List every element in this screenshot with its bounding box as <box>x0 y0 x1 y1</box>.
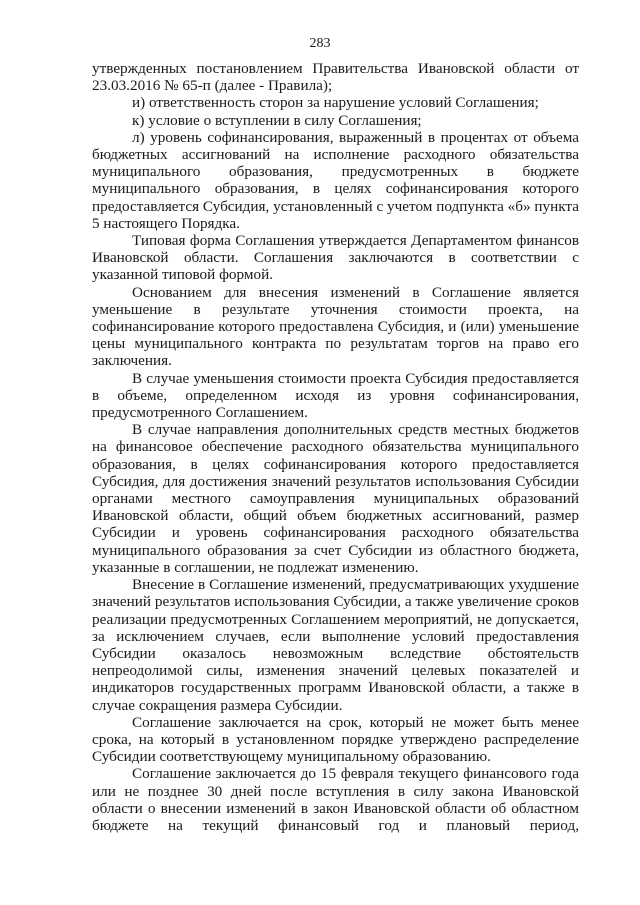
paragraph-item-i: и) ответственность сторон за нарушение условий Соглашения; <box>132 94 539 112</box>
paragraph-typical-form: Типовая форма Соглашения утверждается Департаментом финансов Ивановской области. Соглашения заключаются в соответствии с указанной типовой формой. <box>92 232 579 284</box>
document-body <box>92 60 579 834</box>
paragraph-additional-funds: В случае направления дополнительных средств местных бюджетов на финансовое обеспечение расходного обязательства муниципального образования, в целях софинансирования которого предоставляется Субсидия, для достижения значений результатов использования Субсидии органами местного самоуправления муниципальных образований Ивановской области, общий объем бюджетных ассигнований, размер Субсидии и уровень софинансирования расходного обязательства муниципального образования за счет Субсидии из областного бюджета, указанные в соглашении, не подлежат изменению. <box>92 421 579 576</box>
paragraph-amendments: Внесение в Соглашение изменений, предусматривающих ухудшение значений результатов использования Субсидии, а также увеличение сроков реализации предусмотренных Соглашением мероприятий, не допускается, за исключением случаев, если выполнение условий предоставления Субсидии оказалось невозможным вследствие обстоятельств непреодолимой силы, изменения значений целевых показателей и индикаторов государственных программ Ивановской области, а также в случае сокращения размера Субсидии. <box>92 576 579 714</box>
paragraph-agreement-term: Соглашение заключается на срок, который не может быть менее срока, на который в установленном порядке утверждено распределение Субсидии соответствующему муниципальному образованию. <box>92 713 579 766</box>
paragraph-agreement-deadline: Соглашение заключается до 15 февраля текущего финансового года или не позднее 30 дней после вступления в силу закона Ивановской области о внесении изменений в закон Ивановской области об областном бюджете на текущий финансовый год и плановый период, <box>92 765 579 834</box>
paragraph-continuation: утвержденных постановлением Правительства Ивановской области от 23.03.2016 № 65-п (далее - Правила); <box>92 60 579 95</box>
paragraph-item-k: к) условие о вступлении в силу Соглашения; <box>132 111 422 129</box>
paragraph-item-l: л) уровень софинансирования, выраженный в процентах от объема бюджетных ассигнований на исполнение расходного обязательства муниципального образования, предусмотренных в бюджете муниципального образования, в целях софинансирования которого предоставляется Субсидия, установленный с учетом подпункта «б» пункта 5 настоящего Порядка. <box>92 128 579 232</box>
page-number: 283 <box>309 36 331 51</box>
paragraph-cost-reduction: В случае уменьшения стоимости проекта Субсидия предоставляется в объеме, определенном исходя из уровня софинансирования, предусмотренного Соглашением. <box>92 369 579 422</box>
paragraph-grounds-for-changes: Основанием для внесения изменений в Соглашение является уменьшение в результате уточнения стоимости проекта, на софинансирование которого предоставлена Субсидия, и (или) уменьшение цены муниципального контракта по результатам торгов на право его заключения. <box>92 283 579 370</box>
